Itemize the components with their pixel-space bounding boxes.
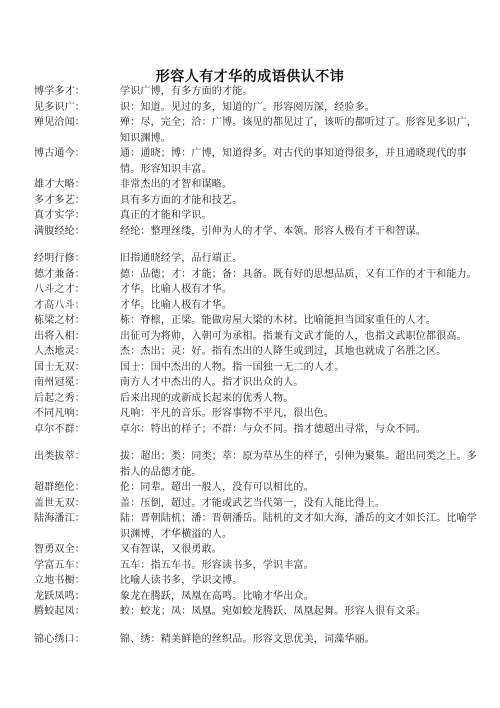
idiom-definition: 国士：国中杰出的人物。指一国独一无二的人才。	[120, 361, 345, 373]
idiom-definition: 南方人才中杰出的人。指才识出众的人。	[120, 377, 304, 388]
idiom-definition: 非常杰出的才智和谋略。	[120, 179, 233, 190]
idiom-definition: 出征可为将帅，入朝可为承相。指兼有文武才能的人，也指文武职位都很高。	[120, 330, 467, 342]
idiom-term: 国士无双：	[34, 361, 85, 373]
idiom-term: 人杰地灵：	[34, 346, 85, 357]
idiom-entry	[34, 542, 480, 558]
idiom-term: 腾蛟起凤：	[34, 606, 85, 617]
idiom-entry	[34, 391, 480, 407]
idiom-entry	[34, 558, 480, 574]
idiom-term: 龙跃凤鸣：	[34, 590, 85, 602]
idiom-definition: 杰：杰出；灵：好。指有杰出的人降生或到过，其地也就成了名胜之区。	[120, 346, 447, 357]
idiom-term: 博学多才：	[34, 86, 85, 97]
document-title: 形容人有才华的成语供认不讳	[155, 69, 345, 85]
idiom-definition: 真正的才能和学识。	[120, 210, 212, 221]
idiom-term: 南州冠冕：	[34, 377, 85, 388]
idiom-entry	[34, 251, 480, 267]
idiom-definition: 象龙在腾跃，凤凰在高鸣。比喻才华出众。	[120, 590, 314, 602]
idiom-entry	[34, 589, 480, 605]
idiom-definition: 盖：压倒，超过。才能或武艺当代第一，没有人能比得上。	[120, 497, 386, 509]
idiom-term: 陆海潘江：	[34, 513, 85, 524]
idiom-definition: 才华。比喻人极有才华。	[120, 299, 233, 311]
idiom-definition: 通：通晓；博：广博，知道得多。对古代的事知道得很多，并且通晓现代的事情。形容知识丰富。	[120, 148, 467, 175]
idiom-definition: 经纶：整理丝缕，引伸为人的才学、本领。形容人极有才干和智谋。	[120, 225, 426, 237]
idiom-entry	[34, 224, 480, 240]
idiom-term: 盖世无双：	[34, 497, 85, 509]
idiom-entry	[34, 632, 480, 648]
idiom-entry	[34, 573, 480, 589]
idiom-definition: 伦：同辈。超出一般人，没有可以相比的。	[120, 482, 314, 493]
idiom-definition: 又有智谋，又很勇敢。	[120, 544, 222, 555]
idiom-entry	[34, 282, 480, 298]
idiom-entry	[34, 422, 480, 438]
idiom-definition: 陆：晋朝陆机；潘：晋朝潘岳。陆机的文才如大海，潘岳的文才如长江。比喻学识渊博，才华横溢的人。	[120, 513, 477, 540]
idiom-term: 多才多艺：	[34, 194, 85, 206]
idiom-term: 真才实学：	[34, 210, 85, 221]
idiom-term: 栋梁之材：	[34, 315, 85, 326]
idiom-term: 学富五车：	[34, 559, 85, 571]
idiom-term: 超群绝伦：	[34, 482, 85, 493]
idiom-entry	[34, 449, 480, 480]
idiom-definition: 栋：脊檩，正梁。能做房屋大梁的木材。比喻能担当国家重任的人才。	[120, 315, 437, 326]
idiom-entry	[34, 360, 480, 376]
idiom-entry	[34, 344, 480, 360]
idiom-term: 见多识广：	[34, 101, 85, 113]
idiom-definition: 五车：指五车书。形容读书多，学识丰富。	[120, 559, 314, 571]
idiom-entry	[34, 496, 480, 512]
idiom-entry	[34, 100, 480, 116]
idiom-entry	[34, 267, 480, 283]
idiom-term: 立地书橱：	[34, 575, 85, 586]
idiom-entry	[34, 511, 480, 542]
idiom-definition: 旧指通晓经学，品行端正。	[120, 253, 243, 264]
idiom-entry	[34, 115, 480, 146]
idiom-entry	[34, 193, 480, 209]
idiom-term: 出类拔萃：	[34, 451, 85, 462]
idiom-definition: 后来出现的或新成长起来的优秀人物。	[120, 392, 294, 404]
idiom-term: 后起之秀：	[34, 392, 85, 404]
idiom-definition: 锦、绣：精美鲜艳的丝织品。形容文思优美，词藻华丽。	[120, 633, 375, 645]
idiom-term: 才高八斗：	[34, 299, 85, 311]
idiom-definition: 比喻人读书多，学识文博。	[120, 575, 243, 586]
idiom-list	[34, 84, 480, 647]
idiom-term: 锦心绣口：	[34, 633, 85, 645]
idiom-term: 博古通今：	[34, 148, 85, 159]
idiom-definition: 德：品德；才：才能；备：具备。既有好的思想品质，又有工作的才干和能力。	[120, 268, 477, 280]
idiom-definition: 识：知道。见过的多，知道的广。形容阅历深，经验多。	[120, 101, 375, 113]
idiom-entry	[34, 313, 480, 329]
idiom-entry	[34, 298, 480, 314]
idiom-term: 德才兼备：	[34, 268, 85, 280]
idiom-term: 智勇双全：	[34, 544, 85, 555]
idiom-term: 满腹经纶：	[34, 225, 85, 237]
idiom-definition: 拔：超出；类：同类；萃：原为草丛生的样子，引伸为聚集。超出同类之上。多指人的品德才能。	[120, 451, 477, 478]
idiom-term: 殚见洽闻：	[34, 117, 85, 128]
idiom-entry	[34, 480, 480, 496]
idiom-entry	[34, 208, 480, 224]
idiom-term: 出将入相：	[34, 330, 85, 342]
idiom-term: 雄才大略：	[34, 179, 85, 190]
idiom-term: 经明行修：	[34, 253, 85, 264]
idiom-definition: 殚：尽，完全；洽：广博。该见的都见过了，该听的都听过了。形容见多识广，知识渊博。	[120, 117, 477, 144]
idiom-entry	[34, 329, 480, 345]
idiom-definition: 具有多方面的才能和技艺。	[120, 194, 243, 206]
idiom-entry	[34, 84, 480, 100]
idiom-entry	[34, 375, 480, 391]
idiom-entry	[34, 406, 480, 422]
idiom-definition: 蛟：蛟龙；凤：凤凰。宛如蛟龙腾跃、凤凰起舞。形容人很有文采。	[120, 606, 426, 617]
idiom-term: 卓尔不群：	[34, 423, 85, 435]
idiom-term: 不同凡响：	[34, 408, 85, 419]
idiom-definition: 卓尔：特出的样子；不群：与众不同。指才德超出寻常，与众不同。	[120, 423, 426, 435]
idiom-definition: 才华。比喻人极有才华。	[120, 284, 233, 295]
idiom-definition: 学识广博，有多方面的才能。	[120, 86, 253, 97]
idiom-entry	[34, 146, 480, 177]
idiom-entry	[34, 604, 480, 620]
idiom-definition: 凡响：平凡的音乐。形容事物不平凡，很出色。	[120, 408, 335, 419]
idiom-term: 八斗之才：	[34, 284, 85, 295]
idiom-entry	[34, 177, 480, 193]
